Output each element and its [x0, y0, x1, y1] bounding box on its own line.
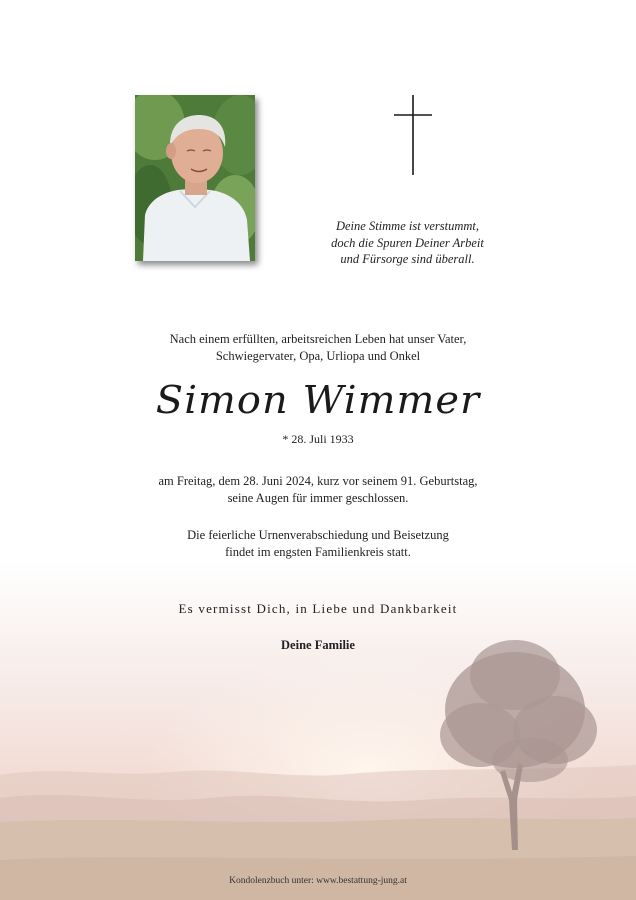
ceremony-line: findet im engsten Familienkreis statt.	[225, 545, 411, 559]
closing-line: Es vermisst Dich, in Liebe und Dankbarkeit	[178, 601, 458, 616]
quote-line: Deine Stimme ist verstummt,	[335, 219, 480, 233]
condolence-link[interactable]: Kondolenzbuch unter: www.bestattung-jung.at	[229, 876, 407, 886]
memorial-quote	[310, 218, 505, 268]
quote-line: doch die Spuren Deiner Arbeit	[331, 235, 484, 250]
intro-line: Schwiegervater, Opa, Urliopa und Onkel	[215, 349, 421, 363]
ceremony-line: Die feierliche Urnenverabschiedung und Beisetzung	[187, 528, 449, 542]
quote-line: und Fürsorge sind überall.	[340, 252, 475, 266]
family-signature: Deine Familie	[281, 638, 355, 652]
deceased-name: Simon Wimmer	[155, 378, 481, 422]
death-line: seine Augen für immer geschlossen.	[227, 491, 409, 505]
intro-text	[0, 331, 636, 365]
death-line: am Freitag, dem 28. Juni 2024, kurz vor seinem 91. Geburtstag,	[158, 474, 478, 488]
death-notice	[0, 473, 636, 507]
ceremony-notice	[0, 527, 636, 561]
birth-date: * 28. Juli 1933	[282, 432, 354, 446]
latin-cross-icon	[392, 95, 434, 175]
portrait-photo	[135, 95, 255, 261]
intro-line: Nach einem erfüllten, arbeitsreichen Leben hat unser Vater,	[169, 332, 467, 346]
